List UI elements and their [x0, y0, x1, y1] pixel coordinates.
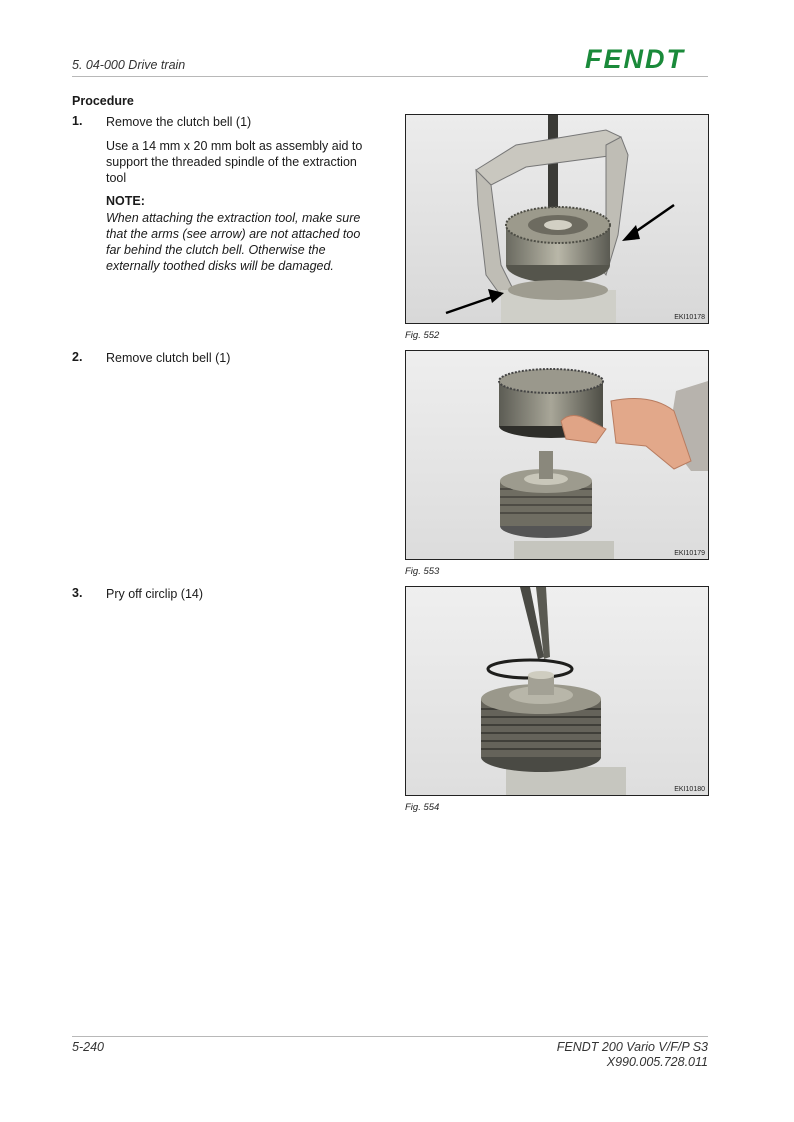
figure-code: EKI10180 [674, 786, 705, 793]
footer-rule [72, 1036, 708, 1037]
step-1-text: Remove the clutch bell (1) [106, 115, 252, 129]
figure-caption: Fig. 552 [405, 330, 440, 341]
step-3-number: 3. [72, 586, 83, 600]
logo-text: FENDT [585, 44, 685, 72]
procedure-heading: Procedure [72, 94, 134, 108]
figure-554 [405, 586, 709, 796]
figure-552 [405, 114, 709, 324]
step-3-text: Pry off circlip (14) [106, 587, 204, 601]
figure-code: EKI10179 [674, 550, 705, 557]
footer-doc-number: X990.005.728.011 [606, 1055, 708, 1069]
figure-code: EKI10178 [674, 314, 705, 321]
fendt-logo [562, 44, 708, 72]
circlip-removal-photo [406, 587, 708, 795]
footer-model: FENDT 200 Vario V/F/P S3 [556, 1040, 708, 1054]
footer-page-number: 5-240 [72, 1040, 104, 1054]
header-rule [72, 76, 708, 77]
clutch-bell-removed-photo [406, 351, 708, 559]
step-1-number: 1. [72, 114, 83, 128]
step-1-detail: Use a 14 mm x 20 mm bolt as assembly aid to support the threaded spindle of the extraction tool [106, 139, 363, 185]
figure-caption: Fig. 553 [405, 566, 440, 577]
figure-553 [405, 350, 709, 560]
clutch-extraction-photo [406, 115, 708, 323]
figure-caption: Fig. 554 [405, 802, 440, 813]
note-title: NOTE: [106, 194, 145, 208]
note-body: When attaching the extraction tool, make sure that the arms (see arrow) are not attached too far behind the clutch bell. Otherwise the externally toothed disks will be damaged. [106, 211, 361, 273]
step-2-number: 2. [72, 350, 83, 364]
header-section-title: 5. 04-000 Drive train [72, 58, 186, 72]
step-2-text: Remove clutch bell (1) [106, 351, 231, 365]
